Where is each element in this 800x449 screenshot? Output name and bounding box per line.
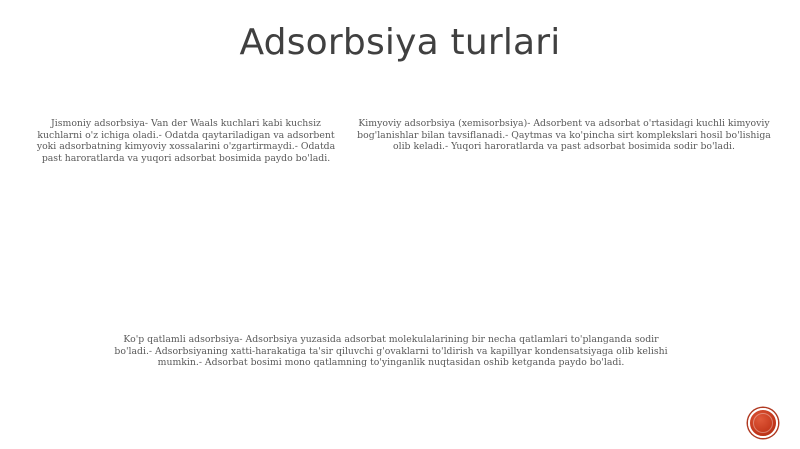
slide-title: Adsorbsiya turlari xyxy=(239,22,561,63)
slide-nav-circle-icon[interactable] xyxy=(748,408,778,438)
chemical-adsorption-text: Kimyoviy adsorbsiya (xemisorbsiya)- Adsorbent va adsorbat o'rtasidagi kuchli kimyoviy bog'lanishlar bilan tavsiflanadi.- Qaytmas va ko'pincha sirt komplekslari hosil bo'lishiga olib keladi.- Yuqori haroratlarda va past adsorbat bosimida sodir bo'ladi. xyxy=(357,118,771,153)
physical-adsorption-text: Jismoniy adsorbsiya- Van der Waals kuchlari kabi kuchsiz kuchlarni o'z ichiga oladi.- Odatda qaytariladigan va adsorbent yoki adsorbatning kimyoviy xossalarini o'zgartirmaydi.- Odatda past haroratlarda va yuqori adsorbat bosimida paydo bo'ladi. xyxy=(36,118,336,164)
multilayer-adsorption-text: Ko'p qatlamli adsorbsiya- Adsorbsiya yuzasida adsorbat molekulalarining bir necha qatlamlari to'planganda sodir bo'ladi.- Adsorbsiyaning xatti-harakatiga ta'sir qiluvchi g'ovaklarni to'ldirish va kapillyar kondensatsiyaga olib kelishi mumkin.- Adsorbat bosimi mono qatlamning to'yinganlik nuqtasidan oshib ketganda paydo bo'ladi. xyxy=(114,334,668,369)
